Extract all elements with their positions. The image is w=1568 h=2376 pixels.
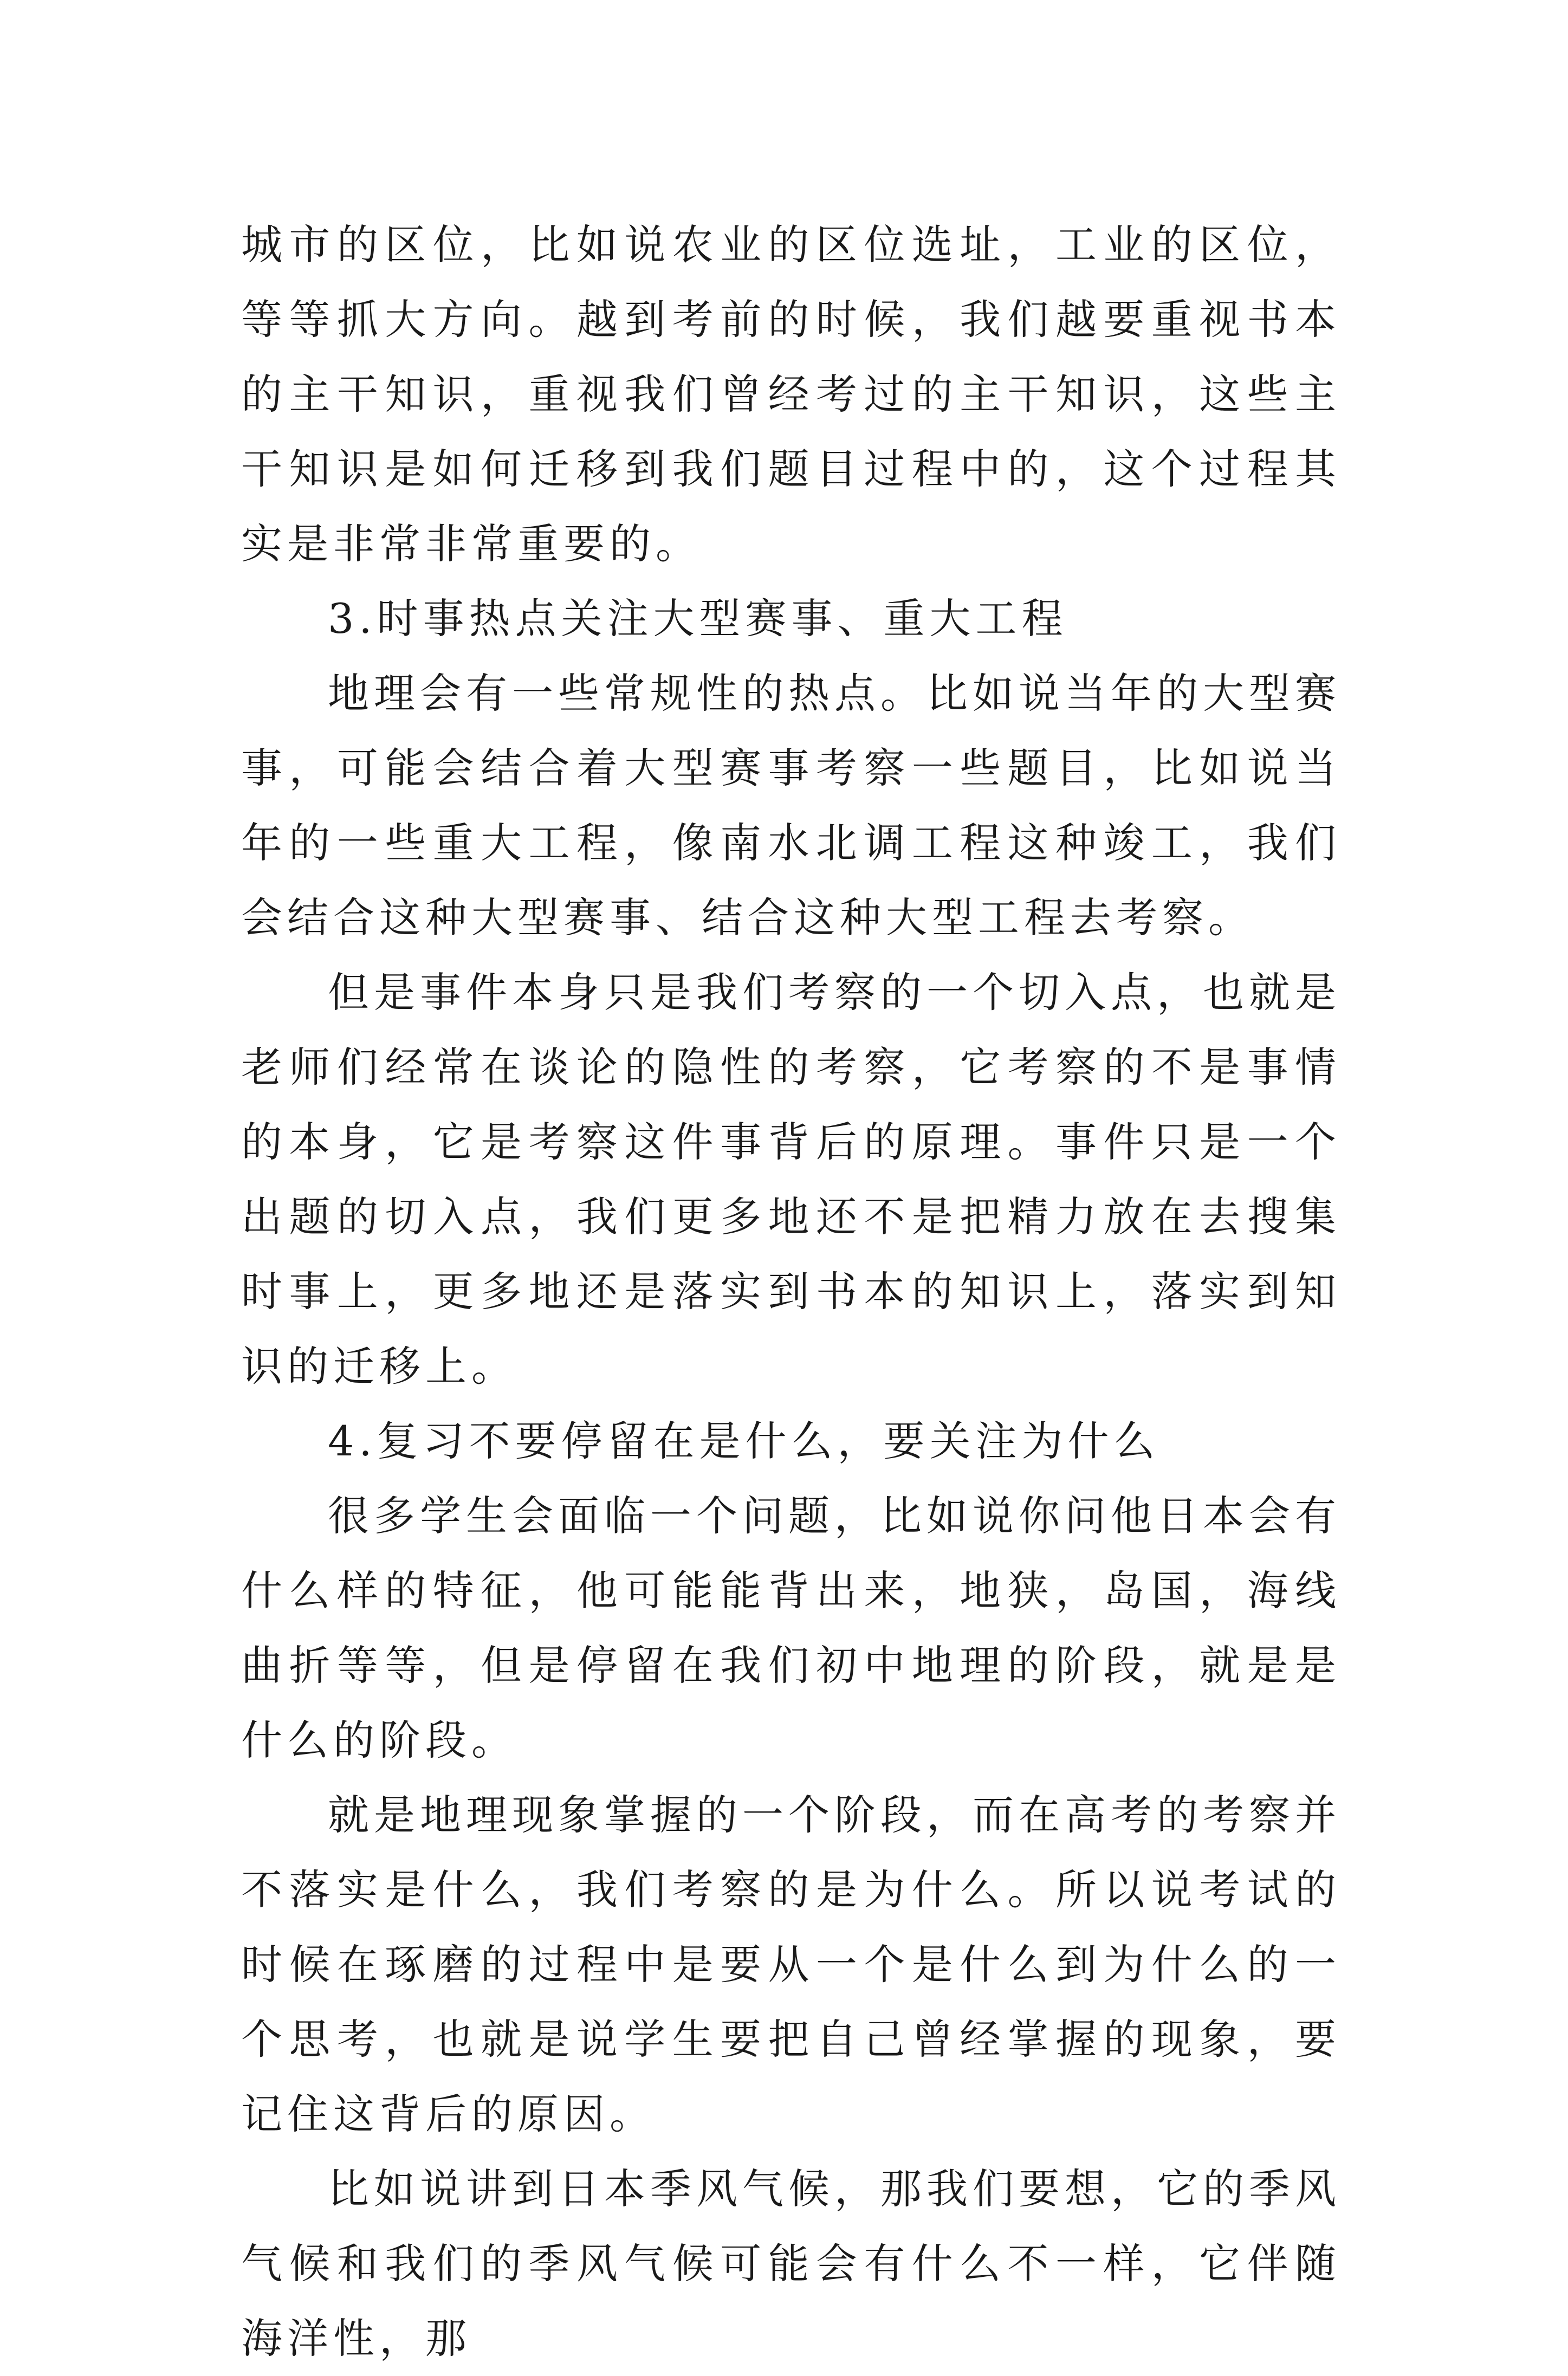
paragraph: 地理会有一些常规性的热点。比如说当年的大型赛事，可能会结合着大型赛事考察一些题目，比如说当年的一些重大工程，像南水北调工程这种竣工，我们会结合这种大型赛事、结合这种大型工程去考察。 (241, 669, 1341, 942)
section-heading-3: 3.时事热点关注大型赛事、重大工程 (328, 594, 1068, 643)
document-page (241, 208, 1341, 2376)
paragraph: 比如说讲到日本季风气候，那我们要想，它的季风气候和我们的季风气候可能会有什么不一样，它伴随海洋性，那 (241, 2165, 1341, 2362)
section-heading-4: 4.复习不要停留在是什么，要关注为什么 (328, 1417, 1160, 1465)
paragraph-continuation: 城市的区位，比如说农业的区位选址，工业的区位，等等抓大方向。越到考前的时候，我们越要重视书本的主干知识，重视我们曾经考过的主干知识，这些主干知识是如何迁移到我们题目过程中的，这个过程其实是非常非常重要的。 (241, 221, 1341, 568)
paragraph: 但是事件本身只是我们考察的一个切入点，也就是老师们经常在谈论的隐性的考察，它考察的不是事情的本身，它是考察这件事背后的原理。事件只是一个出题的切入点，我们更多地还不是把精力放在去搜集时事上，更多地还是落实到书本的知识上，落实到知识的迁移上。 (241, 968, 1341, 1390)
paragraph: 很多学生会面临一个问题，比如说你问他日本会有什么样的特征，他可能能背出来，地狭，岛国，海线曲折等等，但是停留在我们初中地理的阶段，就是是什么的阶段。 (241, 1492, 1341, 1764)
paragraph: 就是地理现象掌握的一个阶段，而在高考的考察并不落实是什么，我们考察的是为什么。所以说考试的时候在琢磨的过程中是要从一个是什么到为什么的一个思考，也就是说学生要把自己曾经掌握的现象，要记住这背后的原因。 (241, 1791, 1341, 2138)
